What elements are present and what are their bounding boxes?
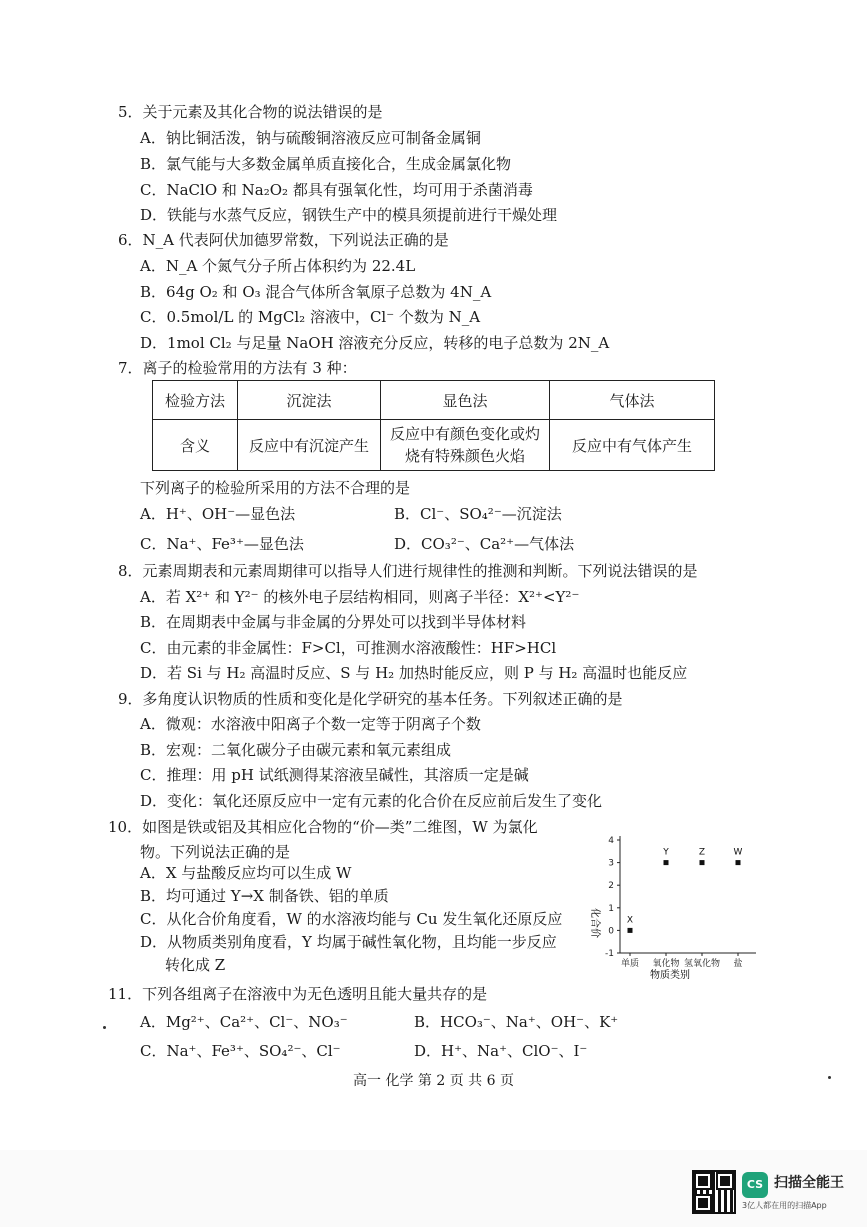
table-cell: 反应中有颜色变化或灼 烧有特殊颜色火焰 xyxy=(381,420,550,471)
methods-table xyxy=(152,380,715,471)
q8-option-c: C．由元素的非金属性：F>Cl，可推测水溶液酸性：HF>HCl xyxy=(140,639,557,657)
data-point-label: Y xyxy=(663,847,669,858)
chart-ticks xyxy=(605,836,742,969)
q11-option-c: C．Na⁺、Fe³⁺、SO₄²⁻、Cl⁻ xyxy=(140,1042,341,1060)
q10-stem-line1: 10．如图是铁或铝及其相应化合物的“价—类”二维图，W 为氯化 xyxy=(108,818,538,836)
x-tick-label: 单质 xyxy=(620,959,640,969)
chart-x-axis-label: 物质类别 xyxy=(650,970,690,981)
q7-stem: 7．离子的检验常用的方法有 3 种： xyxy=(118,359,357,377)
scanner-tagline: 3亿人都在用的扫描App xyxy=(742,1201,827,1210)
q5-option-a: A．钠比铜活泼，钠与硫酸铜溶液反应可制备金属铜 xyxy=(140,129,481,147)
q9-option-b: B．宏观：二氧化碳分子由碳元素和氧元素组成 xyxy=(140,741,452,759)
y-tick-label: 2 xyxy=(608,881,614,892)
q6-option-a: A．N_A 个氮气分子所占体积约为 22.4L xyxy=(140,257,416,275)
q11-option-b: B．HCO₃⁻、Na⁺、OH⁻、K⁺ xyxy=(414,1013,619,1031)
camscanner-logo-icon: CS xyxy=(742,1172,768,1198)
data-point-z xyxy=(700,860,705,865)
q9-option-c: C．推理：用 pH 试纸测得某溶液呈碱性，其溶质一定是碱 xyxy=(140,766,529,784)
q7-option-a: A．H⁺、OH⁻—显色法 xyxy=(140,505,296,523)
table-cell: 反应中有气体产生 xyxy=(550,420,715,471)
q10-option-d-line2: 转化成 Z xyxy=(165,956,226,974)
q6-option-b: B．64g O₂ 和 O₃ 混合气体所含氧原子总数为 4N_A xyxy=(140,283,492,301)
q5-option-b: B．氯气能与大多数金属单质直接化合，生成金属氯化物 xyxy=(140,155,512,173)
y-tick-label: 4 xyxy=(608,836,614,846)
q8-option-d: D．若 Si 与 H₂ 高温时反应、S 与 H₂ 加热时能反应，则 P 与 H₂ 高温时也能反应 xyxy=(140,664,688,682)
data-point-label: W xyxy=(733,847,743,858)
valence-class-chart xyxy=(578,828,768,988)
table-header-cell: 气体法 xyxy=(550,381,715,420)
scan-speck xyxy=(103,1026,106,1029)
q10-option-d-line1: D．从物质类别角度看，Y 均属于碱性氧化物，且均能一步反应 xyxy=(140,933,557,951)
q6-option-d: D．1mol Cl₂ 与足量 NaOH 溶液充分反应，转移的电子总数为 2N_A xyxy=(140,334,610,352)
q10-option-a: A．X 与盐酸反应均可以生成 W xyxy=(140,864,352,882)
q8-option-a: A．若 X²⁺ 和 Y²⁻ 的核外电子层结构相同，则离子半径：X²⁺<Y²⁻ xyxy=(140,588,580,606)
q8-option-b: B．在周期表中金属与非金属的分界处可以找到半导体材料 xyxy=(140,613,527,631)
q7-lead: 下列离子的检验所采用的方法不合理的是 xyxy=(140,479,411,497)
data-point-w xyxy=(736,860,741,865)
x-tick-label: 氢氧化物 xyxy=(683,959,721,969)
y-tick-label: -1 xyxy=(605,949,614,959)
q5-stem: 5．关于元素及其化合物的说法错误的是 xyxy=(118,103,383,121)
q10-stem-line2: 物。下列说法正确的是 xyxy=(140,843,291,861)
chart-points xyxy=(627,848,743,933)
chart-y-axis-label: 化合价 xyxy=(589,908,600,938)
q10-option-c: C．从化合价角度看，W 的水溶液均能与 Cu 发生氧化还原反应 xyxy=(140,910,563,928)
q6-stem: 6．N_A 代表阿伏加德罗常数，下列说法正确的是 xyxy=(118,231,449,249)
scanner-app-name: 扫描全能王 xyxy=(774,1175,844,1191)
table-header-cell: 沉淀法 xyxy=(238,381,381,420)
y-tick-label: 3 xyxy=(608,858,614,869)
table-header-cell: 显色法 xyxy=(381,381,550,420)
data-point-label: Z xyxy=(698,847,706,858)
data-point-x xyxy=(628,928,633,933)
y-tick-label: 1 xyxy=(608,903,614,914)
q5-option-c: C．NaClO 和 Na₂O₂ 都具有强氧化性，均可用于杀菌消毒 xyxy=(140,181,533,199)
q9-stem: 9．多角度认识物质的性质和变化是化学研究的基本任务。下列叙述正确的是 xyxy=(118,690,623,708)
data-point-label: X xyxy=(626,915,634,926)
q9-option-a: A．微观：水溶液中阳离子个数一定等于阴离子个数 xyxy=(140,715,481,733)
q7-option-d: D．CO₃²⁻、Ca²⁺—气体法 xyxy=(394,535,575,553)
q11-option-a: A．Mg²⁺、Ca²⁺、Cl⁻、NO₃⁻ xyxy=(140,1013,348,1031)
q6-option-c: C．0.5mol/L 的 MgCl₂ 溶液中，Cl⁻ 个数为 N_A xyxy=(140,308,481,326)
table-header-cell: 检验方法 xyxy=(153,381,238,420)
data-point-y xyxy=(664,860,669,865)
q9-option-d: D．变化：氧化还原反应中一定有元素的化合价在反应前后发生了变化 xyxy=(140,792,603,810)
q11-stem: 11．下列各组离子在溶液中为无色透明且能大量共存的是 xyxy=(108,985,488,1003)
q10-option-b: B．均可通过 Y→X 制备铁、铝的单质 xyxy=(140,887,389,905)
qr-finder xyxy=(696,1196,710,1210)
q11-option-d: D．H⁺、Na⁺、ClO⁻、I⁻ xyxy=(414,1042,588,1060)
qr-finder xyxy=(696,1174,710,1188)
y-tick-label: 0 xyxy=(608,926,614,937)
x-tick-label: 盐 xyxy=(733,959,743,969)
qr-code-icon xyxy=(692,1170,736,1214)
q5-option-d: D．铁能与水蒸气反应，钢铁生产中的模具须提前进行干燥处理 xyxy=(140,206,558,224)
qr-finder xyxy=(718,1174,732,1188)
scanner-watermark-bar xyxy=(0,1150,867,1227)
q7-option-b: B．Cl⁻、SO₄²⁻—沉淀法 xyxy=(394,505,562,523)
page-footer: 高一 化学 第 2 页 共 6 页 xyxy=(353,1073,514,1089)
table-cell: 反应中有沉淀产生 xyxy=(238,420,381,471)
q7-option-c: C．Na⁺、Fe³⁺—显色法 xyxy=(140,535,304,553)
table-row-label: 含义 xyxy=(153,420,238,471)
q8-stem: 8．元素周期表和元素周期律可以指导人们进行规律性的推测和判断。下列说法错误的是 xyxy=(118,562,698,580)
x-tick-label: 氧化物 xyxy=(652,959,680,969)
